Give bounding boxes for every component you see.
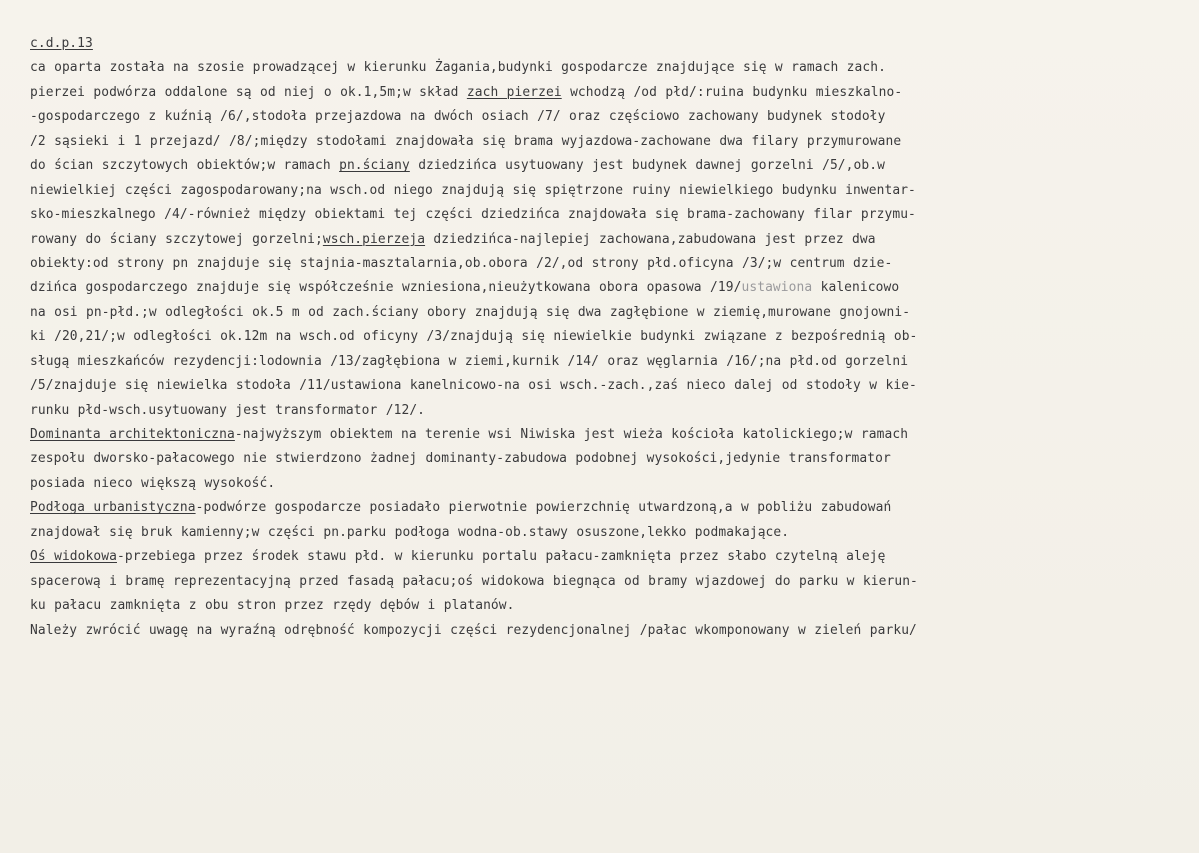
text-line	[30, 594, 1195, 618]
text-line	[30, 374, 1195, 398]
underlined-term: Dominanta architektoniczna	[30, 427, 235, 442]
text-line	[30, 545, 1195, 569]
text-segment: -podwórze gospodarcze posiadało pierwotnie powierzchnię utwardzoną,a w pobliżu zabudowań	[195, 500, 892, 516]
text-segment: zespołu dworsko-pałacowego nie stwierdzono żadnej dominanty-zabudowa podobnej wysokości,jedynie transformator	[30, 451, 891, 467]
text-line	[30, 521, 1195, 545]
text-segment: na osi pn-płd.;w odległości ok.5 m od zach.ściany obory znajdują się dwa zagłębione w ziemię,murowane gnojowni-	[30, 304, 911, 320]
text-line	[30, 496, 1195, 520]
page-header	[30, 32, 1195, 56]
text-line	[30, 399, 1195, 423]
underlined-term: zach pierzei	[466, 84, 562, 100]
text-line	[30, 203, 1195, 227]
text-line	[30, 228, 1195, 252]
text-segment: obiekty:od strony pn znajduje się stajnia-masztalarnia,ob.obora /2/,od strony płd.oficyna /3/;w centrum dzie-	[30, 255, 893, 271]
text-segment: wchodzą /od płd/:ruina budynku mieszkalno-	[561, 84, 903, 100]
text-line	[30, 301, 1195, 325]
text-segment: /5/znajduje się niewielka stodoła /11/ustawiona kanelnicowo-na osi wsch.-zach.,zaś nieco dalej od stodoły w kie-	[30, 378, 917, 394]
text-line	[30, 472, 1195, 496]
text-line	[30, 252, 1195, 276]
text-segment: sługą mieszkańców rezydencji:lodownia /13/zagłębiona w ziemi,kurnik /14/ oraz węglarnia /16/;na płd.od gorzelni	[30, 353, 909, 369]
underlined-term: Podłoga urbanistyczna	[30, 500, 196, 516]
text-segment: -najwyższym obiektem na terenie wsi Niwiska jest wieża kościoła katolickiego;w ramach	[234, 427, 909, 442]
text-line	[30, 570, 1195, 594]
text-segment: pierzei podwórza oddalone są od niej o ok.1,5m;w skład	[30, 84, 467, 100]
text-segment: spacerową i bramę reprezentacyjną przed fasadą pałacu;oś widokowa biegnąca od bramy wjazdowej do parku w kierun-	[30, 573, 918, 589]
page-header-label: c.d.p.13	[30, 36, 93, 51]
text-line	[30, 179, 1195, 203]
text-segment: ca oparta została na szosie prowadzącej w kierunku Żagania,budynki gospodarcze znajdujące się w ramach zach.	[30, 60, 886, 76]
text-segment: -przebiega przez środek stawu płd. w kierunku portalu pałacu-zamknięta przez słabo czytelną aleję	[116, 549, 886, 565]
text-segment: dziedzińca-najlepiej zachowana,zabudowana jest przez dwa	[425, 231, 876, 247]
faint-text-segment: ustawiona	[741, 280, 813, 296]
text-segment: -gospodarczego z kuźnią /6/,stodoła przejazdowa na dwóch osiach /7/ oraz częściowo zachowany budynek stodoły	[30, 109, 886, 125]
text-line	[30, 325, 1195, 349]
text-segment: rowany do ściany szczytowej gorzelni;	[30, 231, 323, 247]
text-segment: /2 sąsieki i 1 przejazd/ /8/;między stodołami znajdowała się brama wyjazdowa-zachowane dwa filary przymurowane	[30, 133, 902, 149]
text-segment: do ścian szczytowych obiektów;w ramach	[30, 158, 340, 174]
text-line	[30, 130, 1195, 154]
text-line	[30, 619, 1195, 643]
text-segment: kalenicowo	[812, 280, 900, 296]
text-line	[30, 105, 1195, 129]
text-segment: niewielkiej części zagospodarowany;na wsch.od niego znajdują się spiętrzone ruiny niewielkiego budynku inwentar-	[30, 182, 916, 198]
underlined-term: pn.ściany	[339, 158, 410, 174]
text-segment: ki /20,21/;w odległości ok.12m na wsch.od oficyny /3/znajdują się niewielkie budynki związane z bezpośrednią ob-	[30, 329, 918, 345]
typewritten-text	[30, 32, 1195, 643]
text-line	[30, 56, 1195, 80]
text-segment: Należy zwrócić uwagę na wyraźną odrębność kompozycji części rezydencjonalnej /pałac wkomponowany w zieleń parku/	[30, 622, 917, 638]
text-segment: znajdował się bruk kamienny;w części pn.parku podłoga wodna-ob.stawy osuszone,lekko podmakające.	[30, 524, 790, 540]
text-line	[30, 350, 1195, 374]
text-segment: dzińca gospodarczego znajduje się współcześnie wzniesiona,nieużytkowana obora opasowa /19/	[30, 280, 742, 296]
text-segment: ku pałacu zamknięta z obu stron przez rzędy dębów i platanów.	[30, 598, 515, 614]
text-line	[30, 276, 1195, 300]
text-segment: sko-mieszkalnego /4/-również między obiektami tej części dziedzińca znajdowała się brama-zachowany filar przymu-	[30, 207, 916, 223]
text-line	[30, 423, 1195, 447]
text-line	[30, 81, 1195, 105]
underlined-term: wsch.pierzeja	[322, 231, 426, 247]
text-line	[30, 447, 1195, 471]
text-segment: posiada nieco większą wysokość.	[30, 475, 276, 491]
text-segment: runku płd-wsch.usytuowany jest transformator /12/.	[30, 402, 426, 418]
text-segment: dziedzińca usytuowany jest budynek dawnej gorzelni /5/,ob.w	[409, 158, 885, 174]
text-line	[30, 154, 1195, 178]
underlined-term: Oś widokowa	[30, 549, 117, 565]
